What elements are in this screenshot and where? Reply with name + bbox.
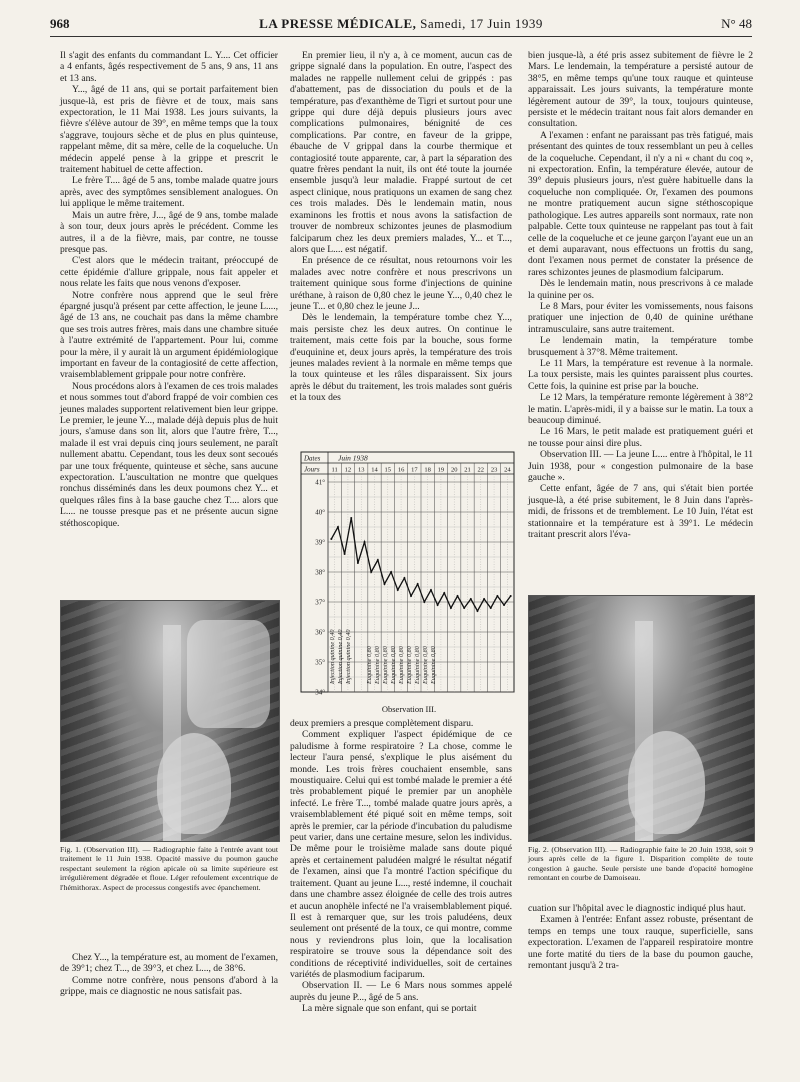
- temperature-point: [503, 604, 505, 606]
- day-tick-label: 18: [424, 466, 431, 474]
- temperature-point: [350, 517, 352, 519]
- temperature-point: [364, 541, 366, 543]
- temperature-tick-label: 34°: [315, 688, 325, 697]
- treatment-annotation: Euquinine 0,80: [429, 646, 437, 684]
- paragraph: Nous procédons alors à l'examen de ces trois malades et nous sommes tout d'abord frappé de voir combien ces jeunes malades supportent relativement bien leur grippe. Le premier, le jeune Y..., malade déjà depuis plus de huit jours, s'amuse dans son lit, alors que l'autre frère, T..., malade il est vrai depuis cinq jours seulement, ne paraît nullement abattu. Cependant, tous les deux sont secoués par une toux fréquente, quinteuse et sèche, sans aucune expectoration. L'auscultation ne montre que quelques ronchus disséminés dans les deux poumons chez Y... et quelques râles fins à la base gauche chez T.... alors que L.... ne tousse presque pas et ne présente aucun signe stéthoscopique.: [60, 380, 278, 529]
- treatment-annotation: Injection quinine 0,40: [336, 629, 344, 684]
- day-tick-label: 11: [331, 466, 338, 474]
- temperature-point: [403, 577, 405, 579]
- chart-caption: Observation III.: [381, 704, 437, 714]
- day-tick-label: 15: [384, 466, 392, 474]
- header-label-jours: Jours: [304, 465, 320, 474]
- paragraph: deux premiers a presque complètement disparu.: [290, 718, 474, 729]
- day-tick-label: 19: [437, 466, 445, 474]
- figure-2-caption: Fig. 2. (Observation III). — Radiographie faite le 20 Juin 1938, soit 9 jours après celle de la figure 1. Disparition complète de toute congestion à gauche. Seule persiste une bande d'opacité homogène remontant en courbe de Damoiseau.: [528, 845, 753, 883]
- paragraph: Il s'agit des enfants du commandant L. Y.... Cet officier a 4 enfants, âgés respectivement de 5 ans, 9 ans, 11 ans et 13 ans.: [60, 50, 278, 84]
- treatment-annotation: Euquinine 0,80: [406, 646, 414, 684]
- treatment-annotation: Injection quinine 0,40: [344, 629, 352, 684]
- temperature-point: [423, 601, 425, 603]
- temperature-point: [410, 595, 412, 597]
- temperature-point: [490, 607, 492, 609]
- paragraph: Le 16 Mars, le petit malade est pratiquement guéri et ne tousse pour ainsi dire plus.: [528, 426, 753, 449]
- temperature-point: [476, 610, 478, 612]
- day-tick-label: 16: [397, 466, 405, 474]
- day-tick-label: 13: [357, 466, 365, 474]
- paragraph: Notre confrère nous apprend que le seul frère épargné jusqu'à présent par cette affection, le jeune L...., âgé de 13 ans, ne couchait pas dans la même chambre que ses trois autres frères, mais dans une chambre située à l'autre extrémité de l'appartement. Pour lui, comme pour la mère, il y aurait là un argument épidémiologique important en faveur de la contagiosité de cette affection, vraisemblablement grippale pour notre confrère.: [60, 289, 278, 381]
- temperature-tick-label: 41°: [315, 478, 325, 487]
- radiograph-figure-2: [528, 595, 755, 842]
- radiograph-figure-1: [60, 600, 280, 842]
- paragraph: La mère signale que son enfant, qui se portait: [302, 1003, 477, 1015]
- temperature-tick-label: 40°: [315, 508, 325, 517]
- temperature-tick-label: 37°: [315, 598, 325, 607]
- column-1-bottom: [60, 952, 278, 998]
- temperature-tick-label: 35°: [315, 658, 325, 667]
- paragraph: Observation III. — La jeune L.... entre à l'hôpital, le 11 Juin 1938, pour « congestion pulmonaire de la base gauche ».: [528, 449, 753, 484]
- temperature-point: [510, 595, 512, 597]
- temperature-point: [377, 559, 379, 561]
- paragraph: Le 11 Mars, la température est revenue à la normale. La toux persiste, mais les quintes paraissent plus courtes. Cette fois, la quinine est prise par la bouche.: [528, 357, 753, 392]
- temperature-point: [450, 607, 452, 609]
- day-tick-label: 23: [490, 466, 498, 474]
- header-label-dates: Dates: [304, 454, 321, 463]
- treatment-annotation: Euquinine 0,80: [390, 646, 398, 684]
- temperature-point: [397, 589, 399, 591]
- paragraph: Dès le lendemain matin, nous prescrivons à ce malade la quinine per os.: [528, 278, 753, 301]
- temperature-point: [357, 562, 359, 564]
- treatment-annotation: Euquinine 0,80: [374, 646, 382, 684]
- temperature-point: [430, 589, 432, 591]
- paragraph: Dès le lendemain, la température tombe chez Y..., mais persiste chez les deux autres. On continue le traitement, mais cette fois par la bouche, sous forme d'euquinine et, deux jours après, la température des trois jeunes malades revient à la normale en même temps que la toux quinteuse et les râles disparaissent. Six jours après le début du traitement, les trois malades sont guéris et la toux des: [290, 312, 512, 404]
- temperature-tick-label: 39°: [315, 538, 325, 547]
- paragraph: Le 8 Mars, pour éviter les vomissements, nous faisons pratiquer une injection de 0,40 de quinine uréthane intramusculaire, sans autre traitement.: [528, 300, 753, 335]
- paragraph: cuation sur l'hôpital avec le diagnostic indiqué plus haut.: [528, 903, 746, 914]
- column-2-bottom: [290, 718, 512, 1015]
- column-2: [290, 50, 512, 404]
- paragraph: Cette enfant, âgée de 7 ans, qui s'était bien portée jusque-là, a été prise subitement, le 8 Juin dans l'après-midi, de frissons et de tremblement. Le 10 Juin, l'état est stationnaire et la température est à 39°1. Le médecin traitant prescrit alors l'éva-: [528, 483, 753, 541]
- paragraph: Comment expliquer l'aspect épidémique de ce paludisme à forme respiratoire ? La chose, comme le lecteur l'aura pensé, s'explique le plus aisément du monde. Les trois frères couchaient ensemble, sans moustiquaire. Celui qui est tombé malade le premier a été très probablement piqué le premier par un anophèle infecté. Le frère T..., tombé malade quatre jours après, a vraisemblablement été piqué soit en même temps, soit après le premier, car la période d'incubation du paludisme peut varier, dans une certaine mesure, selon les individus. De même pour le troisième malade sans doute piqué après et certainement paludéen malgré le résultat négatif de l'examen, ainsi que l'a montré l'action spécifique du traitement. Quant au jeune L..., resté indemne, il couchait dans une chambre assez éloignée de celle des trois autres et aucun anophèle infecté ne l'a vraisemblablement piqué. Il est à remarquer que, sur les trois paludéens, deux seulement ont présenté de la toux, ce qui montre, comme nous y reviendrons plus loin, que la localisation respiratoire se trouve sous la dépendance soit des conditions de réceptivité individuelles, soit de certaines variétés de plasmodium faciparum.: [290, 729, 512, 980]
- temperature-point: [437, 604, 439, 606]
- treatment-annotation: Injection quinine 0,40: [328, 629, 336, 684]
- temperature-point: [390, 571, 392, 573]
- journal-title: LA PRESSE MÉDICALE, Samedi, 17 Juin 1939: [259, 16, 543, 31]
- treatment-annotation: Euquinine 0,80: [382, 646, 390, 684]
- day-tick-label: 12: [344, 466, 352, 474]
- paragraph: Observation II. — Le 6 Mars nous sommes appelé auprès du jeune P..., âgé de 5 ans.: [290, 980, 512, 1003]
- paragraph: bien jusque-là, a été pris assez subitement de fièvre le 2 Mars. Le lendemain, la température a persisté autour de 38°5, en même temps qu'une toux rauque et quinteuse apparaissait. Les jours suivants, la température monte légèrement autour de 39°, la toux, toujours quinteuse, persiste et le médecin traitant nous fait alors demander en consultation.: [528, 50, 753, 130]
- treatment-annotation: Euquinine 0,80: [366, 646, 374, 684]
- temperature-point: [344, 553, 346, 555]
- temperature-point: [463, 607, 465, 609]
- paragraph: Y..., âgé de 11 ans, qui se portait parfaitement bien jusque-là, est pris de fièvre et de toux, mais sans expectoration, le 11 Mai 1938. Les jours suivants, la fièvre s'élève autour de 39°, en même temps que la toux s'aggrave, toujours sèche et de plus en plus quinteuse, rappelant même, dit sa mère, celle de la coqueluche. Un médecin appelé pense à la grippe et prescrit le traitement habituel de cette affection.: [60, 84, 278, 176]
- column-3-bottom: [528, 903, 753, 971]
- day-tick-label: 21: [464, 466, 471, 474]
- treatment-annotation: Euquinine 0,80: [421, 646, 429, 684]
- paragraph: Chez Y..., la température est, au moment de l'examen, de 39°1; chez T..., de 39°3, et chez L..., de 38°6.: [60, 952, 278, 975]
- temperature-point: [496, 595, 498, 597]
- column-3: [528, 50, 753, 540]
- column-1: [60, 50, 278, 529]
- paragraph: C'est alors que le médecin traitant, préoccupé de cette épidémie d'allure grippale, nous fait appeler et nous relate les faits que nous venons d'exposer.: [60, 255, 278, 290]
- month-label: Juin 1938: [338, 453, 368, 463]
- page-header: [50, 14, 752, 37]
- temperature-tick-label: 38°: [315, 568, 325, 577]
- temperature-point: [383, 583, 385, 585]
- temperature-point: [443, 592, 445, 594]
- paragraph: Examen à l'entrée: Enfant assez robuste, présentant de temps en temps une toux rauque, superficielle, sans expectoration. L'examen de l'appareil respiratoire montre une forte matité du tiers de la base du poumon gauche, remontant jusqu'à 2 tra-: [528, 914, 753, 972]
- paragraph: A l'examen : enfant ne paraissant pas très fatigué, mais présentant des quintes de toux ressemblant un peu à celles de la coqueluche. Cependant, il n'y a ni « chant du coq », ni expectoration. Enfin, la température élevée, autour de 39° depuis plusieurs jours, n'est guère habituelle dans la coqueluche non compliquée. Or, l'examen des poumons ne montre pratiquement aucun signe stéthoscopique pathologique. Les autres appareils sont normaux, rate non palpable. Cette toux quinteuse ne rappelant pas tout à fait celle de la coqueluche et ce jeune garçon l'ayant eue un an et demi auparavant, nous effectuons un frottis du sang, dont l'examen nous permet de constater la présence de rares schizontes jeunes de plasmodium falciparum.: [528, 129, 753, 278]
- temperature-point: [470, 598, 472, 600]
- temperature-point: [370, 571, 372, 573]
- treatment-annotation: Euquinine 0,80: [414, 646, 422, 684]
- treatment-annotation: Euquinine 0,80: [398, 646, 406, 684]
- day-tick-label: 17: [411, 466, 418, 474]
- figure-1-caption: Fig. 1. (Observation III). — Radiographie faite à l'entrée avant tout traitement le 11 Juin 1938. Opacité massive du poumon gauche respectant seulement la région apicale où sa limite supérieure est irrégulièrement dégradée et floue. Léger refoulement excentrique de l'hémithorax. Aspect de processus congestifs avec épanchement.: [60, 845, 278, 892]
- day-tick-label: 24: [504, 466, 511, 474]
- paragraph: Le lendemain matin, la température tombe brusquement à 37°8. Même traitement.: [528, 335, 753, 358]
- paragraph: En présence de ce résultat, nous retournons voir les malades avec notre confrère et nous prescrivons un traitement quinique sous forme d'injections de quinine uréthane, à raison de 0,80 chez le jeune Y..., 0,40 chez le jeune T... et 0,80 chez le jeune J...: [290, 255, 512, 312]
- day-tick-label: 20: [450, 466, 458, 474]
- temperature-chart: [300, 448, 518, 698]
- temperature-point: [483, 598, 485, 600]
- day-tick-label: 14: [371, 466, 378, 474]
- temperature-point: [457, 595, 459, 597]
- paragraph: Mais un autre frère, J..., âgé de 9 ans, tombe malade à son tour, deux jours après le précédent. Comme les autres, il a de la fièvre, mais, par contre, ne tousse presque pas.: [60, 209, 278, 255]
- paragraph: Comme notre confrère, nous pensons d'abord à la grippe, mais ce diagnostic ne nous satisfait pas.: [60, 974, 278, 998]
- temperature-point: [337, 526, 339, 528]
- temperature-tick-label: 36°: [315, 628, 325, 637]
- issue-number: N° 48: [721, 16, 752, 31]
- temperature-point: [330, 538, 332, 540]
- paragraph: Le 12 Mars, la température remonte légèrement à 38°2 le matin. L'après-midi, il y a baisse sur le matin. La toux a beaucoup diminué.: [528, 392, 753, 426]
- day-tick-label: 22: [477, 466, 485, 474]
- temperature-chart-svg: [300, 448, 518, 698]
- temperature-point: [417, 583, 419, 585]
- paragraph: Le frère T.... âgé de 5 ans, tombe malade quatre jours après, avec des symptômes sensiblement analogues. On lui applique le même traitement.: [60, 175, 278, 210]
- paragraph: En premier lieu, il n'y a, à ce moment, aucun cas de grippe signalé dans la population. En outre, l'aspect des malades ne rappelle nullement celui de grippés : pas d'abattement, pas de dissociation du pouls et de la température, pas d'exanthème de Tigri et surtout pour une grippe qui dure déjà depuis plusieurs jours avec complications pulmonaires, bénignité de ces complications. Par contre, en faveur de la grippe, ébauche de V grippal dans la courbe thermique et contagiosité toute apparente, car, à part la séparation des quatre frères pendant la nuit, ils ont été toute la journée ensemble jusqu'à leur maladie. Frappé surtout de cet aspect clinique, nous pratiquons un examen de sang chez ces trois malades. Dès le lendemain matin, nous examinons les frottis et nous avons la satisfaction de trouver de nombreux schizontes jeunes de plasmodium falciparum chez les deux premiers malades, Y... et T..., alors que L.... est négatif.: [290, 50, 512, 255]
- page-number: 968: [50, 16, 70, 31]
